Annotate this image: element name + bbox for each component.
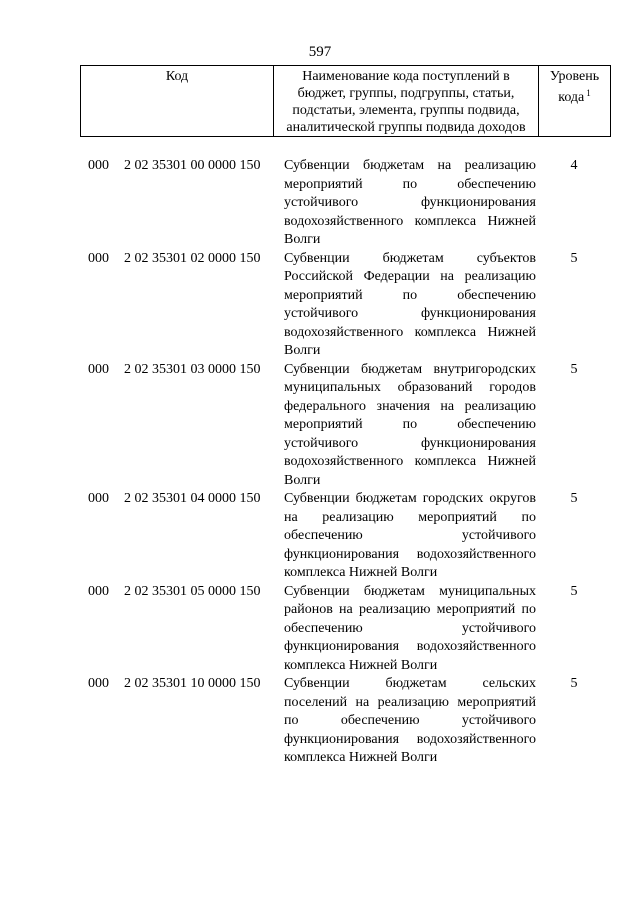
page-number: 597: [308, 44, 332, 60]
revenue-name: Субвенции бюджетам городских округов на реализацию мероприятий по обеспечению устойчивого функционирования водохозяйственного комплекса Нижней Волги: [284, 491, 536, 580]
revenue-name: Субвенции бюджетам на реализацию мероприятий по обеспечению устойчивого функционирования водохозяйственного комплекса Нижней Волги: [284, 158, 536, 247]
admin-code: 000: [88, 676, 109, 691]
header-level: [539, 66, 611, 137]
admin-code: 000: [88, 491, 109, 506]
code-level: 5: [570, 361, 578, 377]
table-header: [80, 65, 611, 137]
table-row: [0, 675, 640, 768]
revenue-name: Субвенции бюджетам сельских поселений на реализацию мероприятий по обеспечению устойчивого функционирования водохозяйственного комплекса Нижней Волги: [284, 676, 536, 765]
table-row: [0, 250, 640, 361]
header-level-text: Уровень: [549, 69, 600, 84]
revenue-name: Субвенции бюджетам субъектов Российской Федерации на реализацию мероприятий по обеспечению устойчивого функционирования водохозяйственного комплекса Нижней Волги: [284, 250, 536, 358]
table-row: [0, 583, 640, 676]
footnote-mark: 1: [586, 88, 591, 98]
revenue-code: 2 02 35301 02 0000 150: [124, 250, 261, 266]
table-row: [0, 490, 640, 583]
admin-code: 000: [88, 250, 109, 266]
code-level: 4: [570, 158, 578, 173]
revenue-code: 2 02 35301 10 0000 150: [124, 676, 261, 691]
admin-code: 000: [88, 583, 109, 599]
revenue-code: 2 02 35301 00 0000 150: [124, 158, 261, 173]
code-level: 5: [570, 583, 578, 599]
header-name: Наименование кода поступлений в бюджет, группы, подгруппы, статьи, подстатьи, элемента, группы подвида, аналитической группы подвида доходов: [274, 66, 539, 137]
revenue-code: 2 02 35301 05 0000 150: [124, 583, 261, 599]
header-level-text-2: кода: [558, 90, 585, 105]
admin-code: 000: [88, 158, 109, 173]
revenue-name: Субвенции бюджетам муниципальных районов на реализацию мероприятий по обеспечению устойчивого функционирования водохозяйственного комплекса Нижней Волги: [284, 583, 536, 673]
code-level: 5: [570, 491, 578, 506]
table-row: [0, 361, 640, 491]
revenue-name: Субвенции бюджетам внутригородских муниципальных образований городов федерального значения на реализацию мероприятий по обеспечению устойчивого функционирования водохозяйственного комплекса Нижней Волги: [284, 361, 536, 488]
admin-code: 000: [88, 361, 109, 377]
revenue-code: 2 02 35301 04 0000 150: [124, 491, 261, 506]
header-code: Код: [81, 66, 274, 137]
code-level: 5: [570, 250, 578, 266]
revenue-code: 2 02 35301 03 0000 150: [124, 361, 261, 377]
table-body: [0, 157, 640, 768]
table-row: [0, 157, 640, 250]
code-level: 5: [570, 676, 578, 691]
